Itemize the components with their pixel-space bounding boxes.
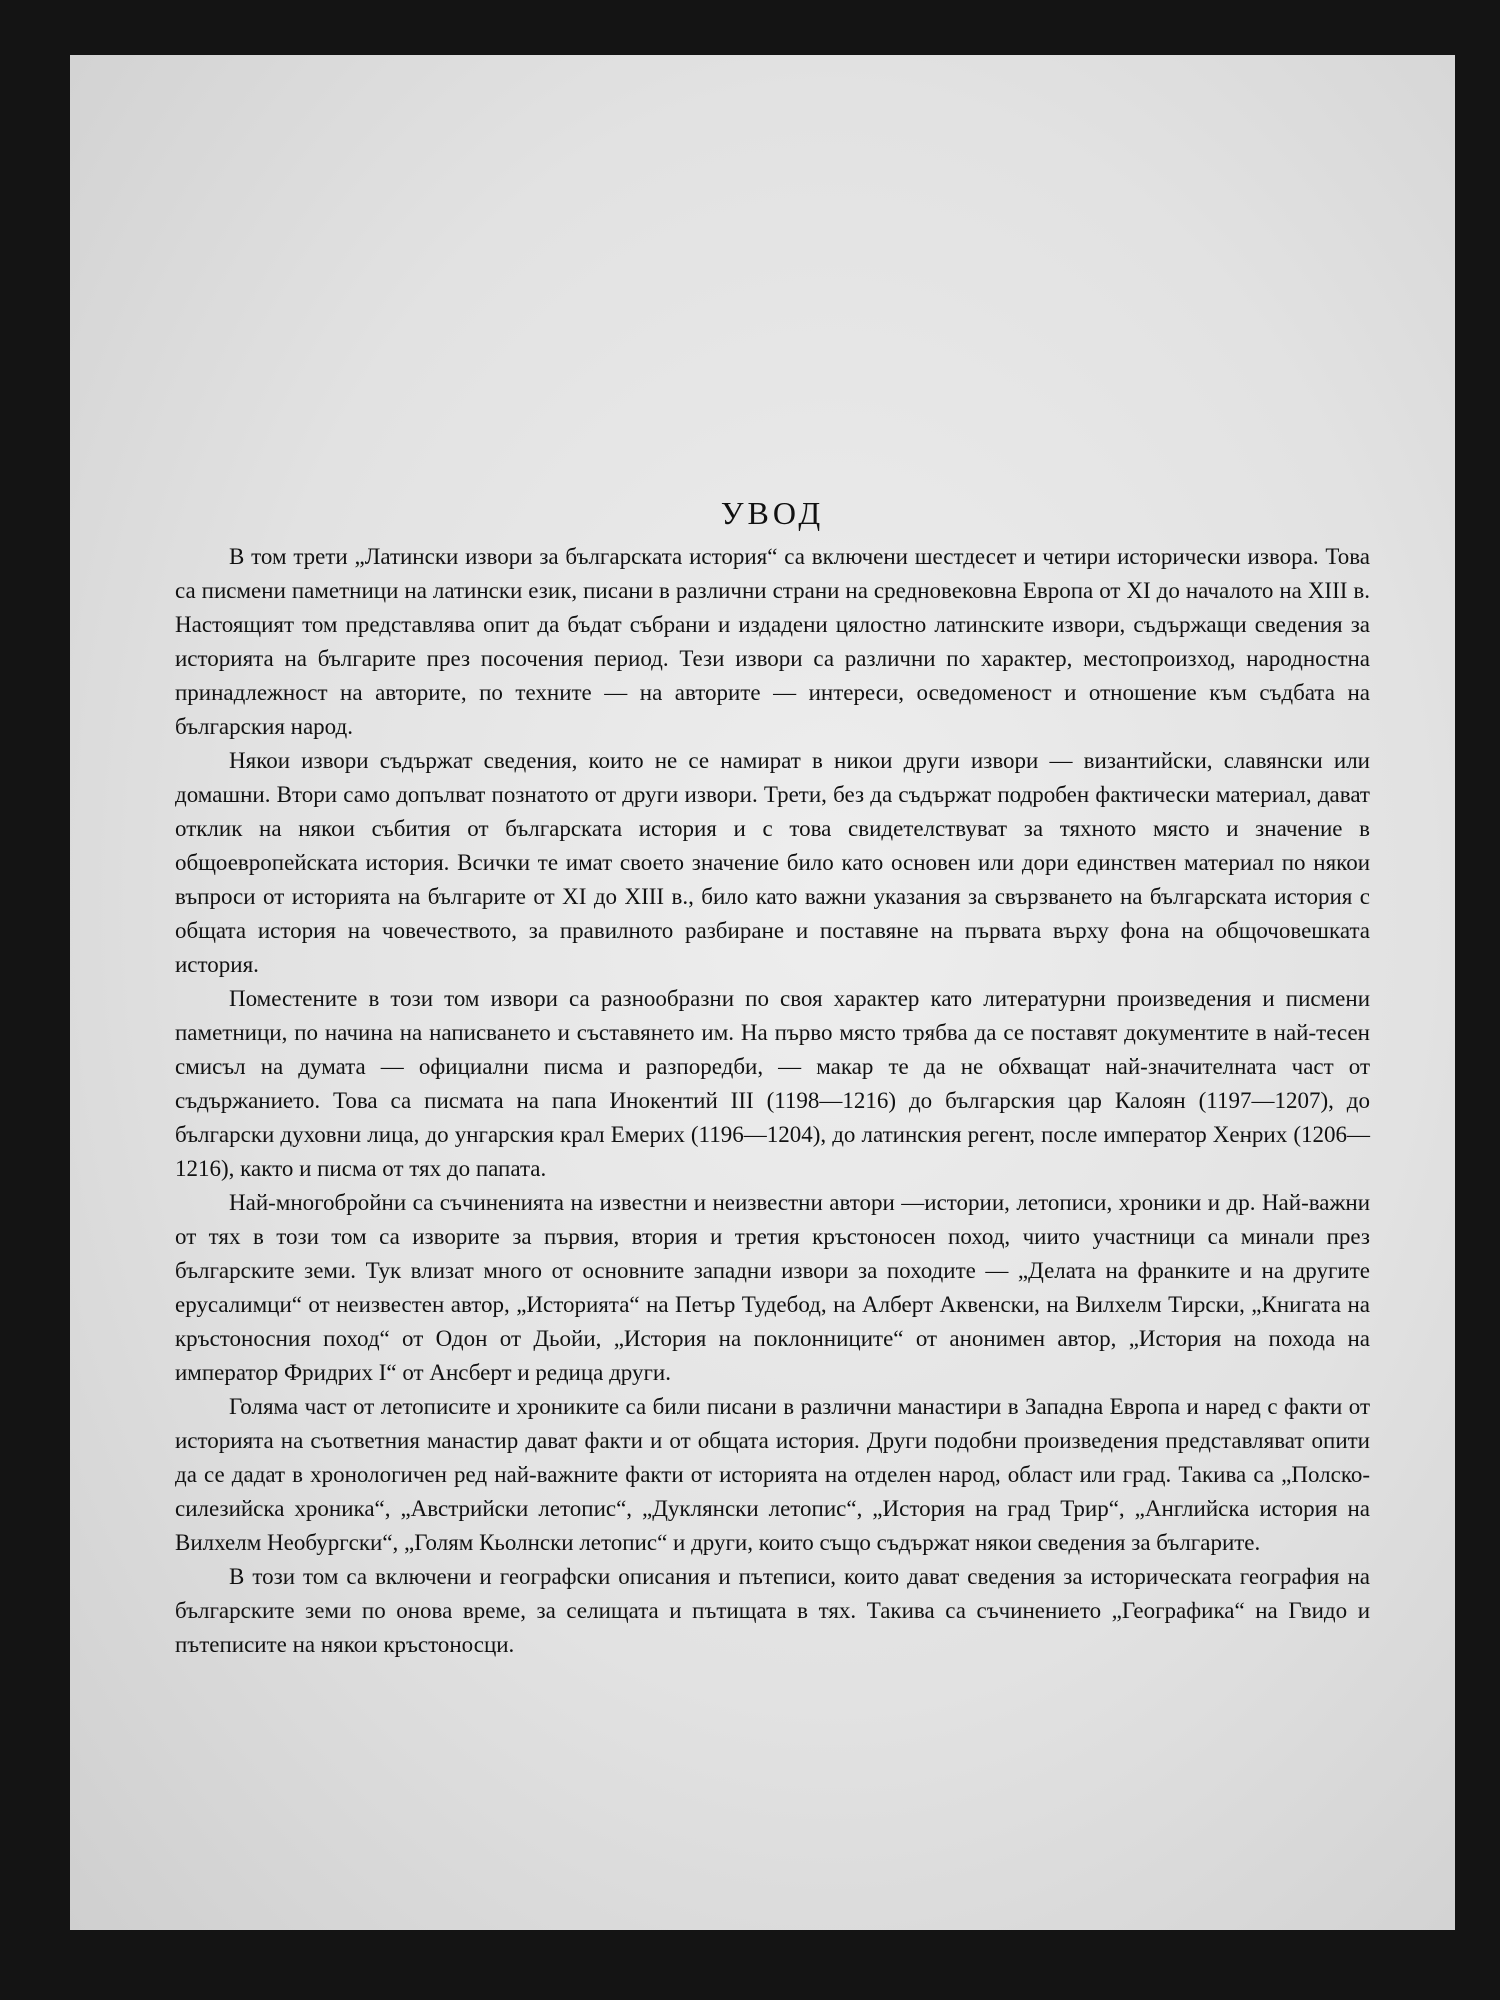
paragraph-6: В този том са включени и географски описания и пътеписи, които дават сведения за историческата география на българските земи по онова време, за селищата и пътищата в тях. Такива са съчинението „Географика“ на Гвидо и пътеписите на някои кръстоносци. <box>175 1564 1370 1657</box>
page-title: УВОД <box>720 495 825 531</box>
paragraph-1: В том трети „Латински извори за българската история“ са включени шестдесет и четири исторически извора. Това са писмени паметници на латински език, писани в различни страни на средновековна Европа от XI до началото на XIII в. Настоящият том представлява опит да бъдат събрани и издадени цялостно латинските извори, съдържащи сведения за историята на българите през посочения период. Тези извори са различни по характер, местопроизход, народностна принадлежност на авторите, по техните — на авторите — интереси, осведоменост и отношение към съдбата на българския народ. <box>175 544 1370 739</box>
paragraph-4: Най-многобройни са съчиненията на известни и неизвестни автори —истории, летописи, хроники и др. Най-важни от тях в този том са изворите за първия, втория и третия кръстоносен поход, чиито участници са минали през българските земи. Тук влизат много от основните западни извори за походите — „Делата на франките и на другите ерусалимци“ от неизвестен автор, „Историята“ на Петър Тудебод, на Алберт Аквенски, на Вилхелм Тирски, „Книгата на кръстоносния поход“ от Одон от Дьойи, „История на поклонниците“ от анонимен автор, „История на похода на император Фридрих I“ от Ансберт и редица други. <box>175 1190 1370 1385</box>
paragraph-5: Голяма част от летописите и хрониките са били писани в различни манастири в Западна Европа и наред с факти от историята на съответния манастир дават факти и от общата история. Други подобни произведения представляват опити да се дадат в хронологичен ред най-важните факти от историята на отделен народ, област или град. Такива са „Полско-силезийска хроника“, „Австрийски летопис“, „Дуклянски летопис“, „История на град Трир“, „Английска история на Вилхелм Необургски“, „Голям Кьолнски летопис“ и други, които също съдържат някои сведения за българите. <box>175 1394 1370 1555</box>
paragraph-3: Поместените в този том извори са разнообразни по своя характер като литературни произведения и писмени паметници, по начина на написването и съставянето им. На първо място трябва да се поставят документите в най-тесен смисъл на думата — официални писма и разпоредби, — макар те да не обхващат най-значителната част от съдържанието. Това са писмата на папа Инокентий III (1198—1216) до българския цар Калоян (1197—1207), до български духовни лица, до унгарския крал Емерих (1196—1204), до латинския регент, после император Хенрих (1206—1216), както и писма от тях до папата. <box>175 986 1370 1181</box>
document-page <box>70 55 1455 1930</box>
paragraph-2: Някои извори съдържат сведения, които не се намират в никои други извори — византийски, славянски или домашни. Втори само допълват познатото от други извори. Трети, без да съдържат подробен фактически материал, дават отклик на някои събития от българската история и с това свидетелствуват за тяхното място и значение в общоевропейската история. Всички те имат своето значение било като основен или дори единствен материал по някои въпроси от историята на българите от XI до XIII в., било като важни указания за свързването на българската история с общата история на човечеството, за правилното разбиране и поставяне на първата върху фона на общочовешката история. <box>175 748 1370 977</box>
